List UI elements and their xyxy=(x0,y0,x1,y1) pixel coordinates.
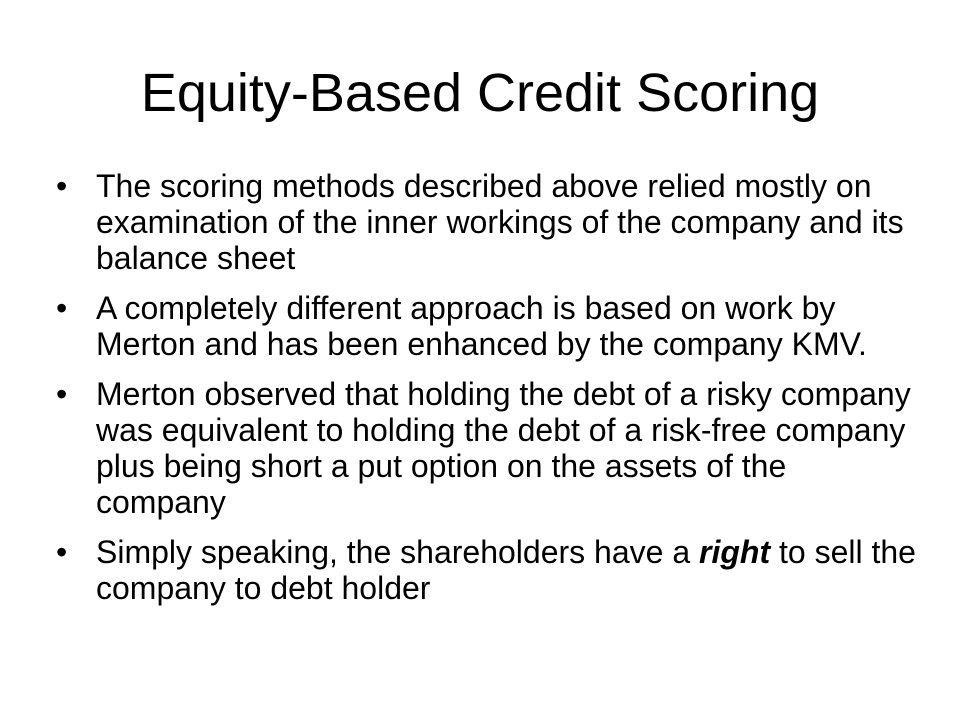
bullet-item xyxy=(56,534,916,606)
bullet-item xyxy=(56,290,916,362)
bullet-icon: • xyxy=(56,290,68,326)
bullet-icon: • xyxy=(56,534,68,570)
bullet-item xyxy=(56,376,916,520)
slide-title: Equity-Based Credit Scoring xyxy=(140,63,820,123)
bullet-text xyxy=(96,534,916,606)
bullet-list xyxy=(56,168,916,620)
bullet-item xyxy=(56,168,916,276)
bullet-icon: • xyxy=(56,376,68,412)
bullet-icon: • xyxy=(56,168,68,204)
bullet-text: Merton observed that holding the debt of a risky company was equivalent to holding the debt of a risk-free company plus being short a put option on the assets of the company xyxy=(96,376,911,520)
bullet-text-before: Simply speaking, the shareholders have a xyxy=(96,534,700,570)
bullet-text: A completely different approach is based on work by Merton and has been enhanced by the company KMV. xyxy=(96,290,867,362)
bullet-text: The scoring methods described above relied mostly on examination of the inner workings of the company and its balance sheet xyxy=(96,168,904,276)
bullet-text-after: to sell the company to debt holder xyxy=(96,534,916,606)
bullet-emphasis: right xyxy=(699,534,771,570)
